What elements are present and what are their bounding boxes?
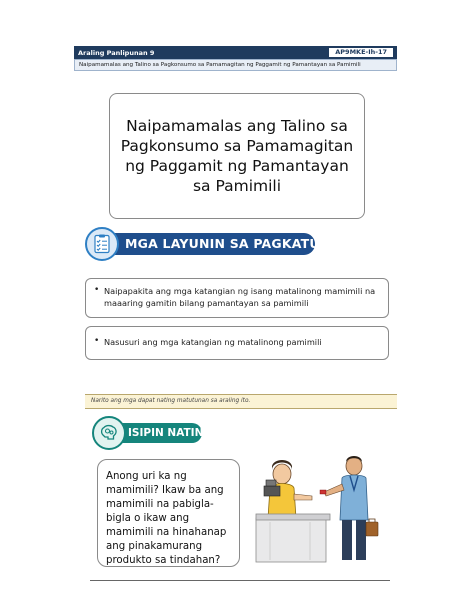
checklist-icon <box>85 227 119 261</box>
think-banner-label: ISIPIN NATIN! <box>128 427 209 439</box>
competency-code: AP9MKE-Ih-17 <box>328 48 393 57</box>
objective-item <box>85 278 389 318</box>
footer-divider <box>90 580 390 581</box>
bullet-icon: • <box>94 285 100 295</box>
lesson-note: Narito ang mga dapat nating matutunan sa araling ito. <box>85 394 397 409</box>
brain-gears-icon <box>92 416 126 450</box>
question-box <box>97 459 240 567</box>
store-counter <box>256 514 330 562</box>
objective-item <box>85 326 389 360</box>
think-banner <box>92 416 209 450</box>
shopping-illustration <box>250 440 390 570</box>
objective-text: Naipapakita ang mga katangian ng isang matalinong mamimili na maaaring gamitin bilang pamantayan sa pamimili <box>104 286 376 308</box>
objectives-banner-label: MGA LAYUNIN SA PAGKATUTO <box>125 236 340 251</box>
question-text: Anong uri ka ng mamimili? Ikaw ba ang mamimili na pabigla-bigla o ikaw ang mamimili na hinahanap ang pinakamurang produkto sa tindahan? <box>106 471 227 566</box>
subject-label: Araling Panlipunan 9 <box>78 48 155 57</box>
bullet-icon: • <box>94 336 100 346</box>
lesson-title-box <box>109 93 365 219</box>
customer-figure <box>320 456 378 560</box>
header-subtitle: Naipamamalas ang Talino sa Pagkonsumo sa Pamamagitan ng Paggamit ng Pamantayan sa Pamimili <box>74 59 397 71</box>
objectives-banner <box>85 227 340 261</box>
objective-text: Nasusuri ang mga katangian ng matalinong pamimili <box>104 337 322 347</box>
lesson-title: Naipamamalas ang Talino sa Pagkonsumo sa Pamamagitan ng Paggamit ng Pamantayan sa Pamimili <box>120 117 354 195</box>
page-header <box>74 46 397 59</box>
